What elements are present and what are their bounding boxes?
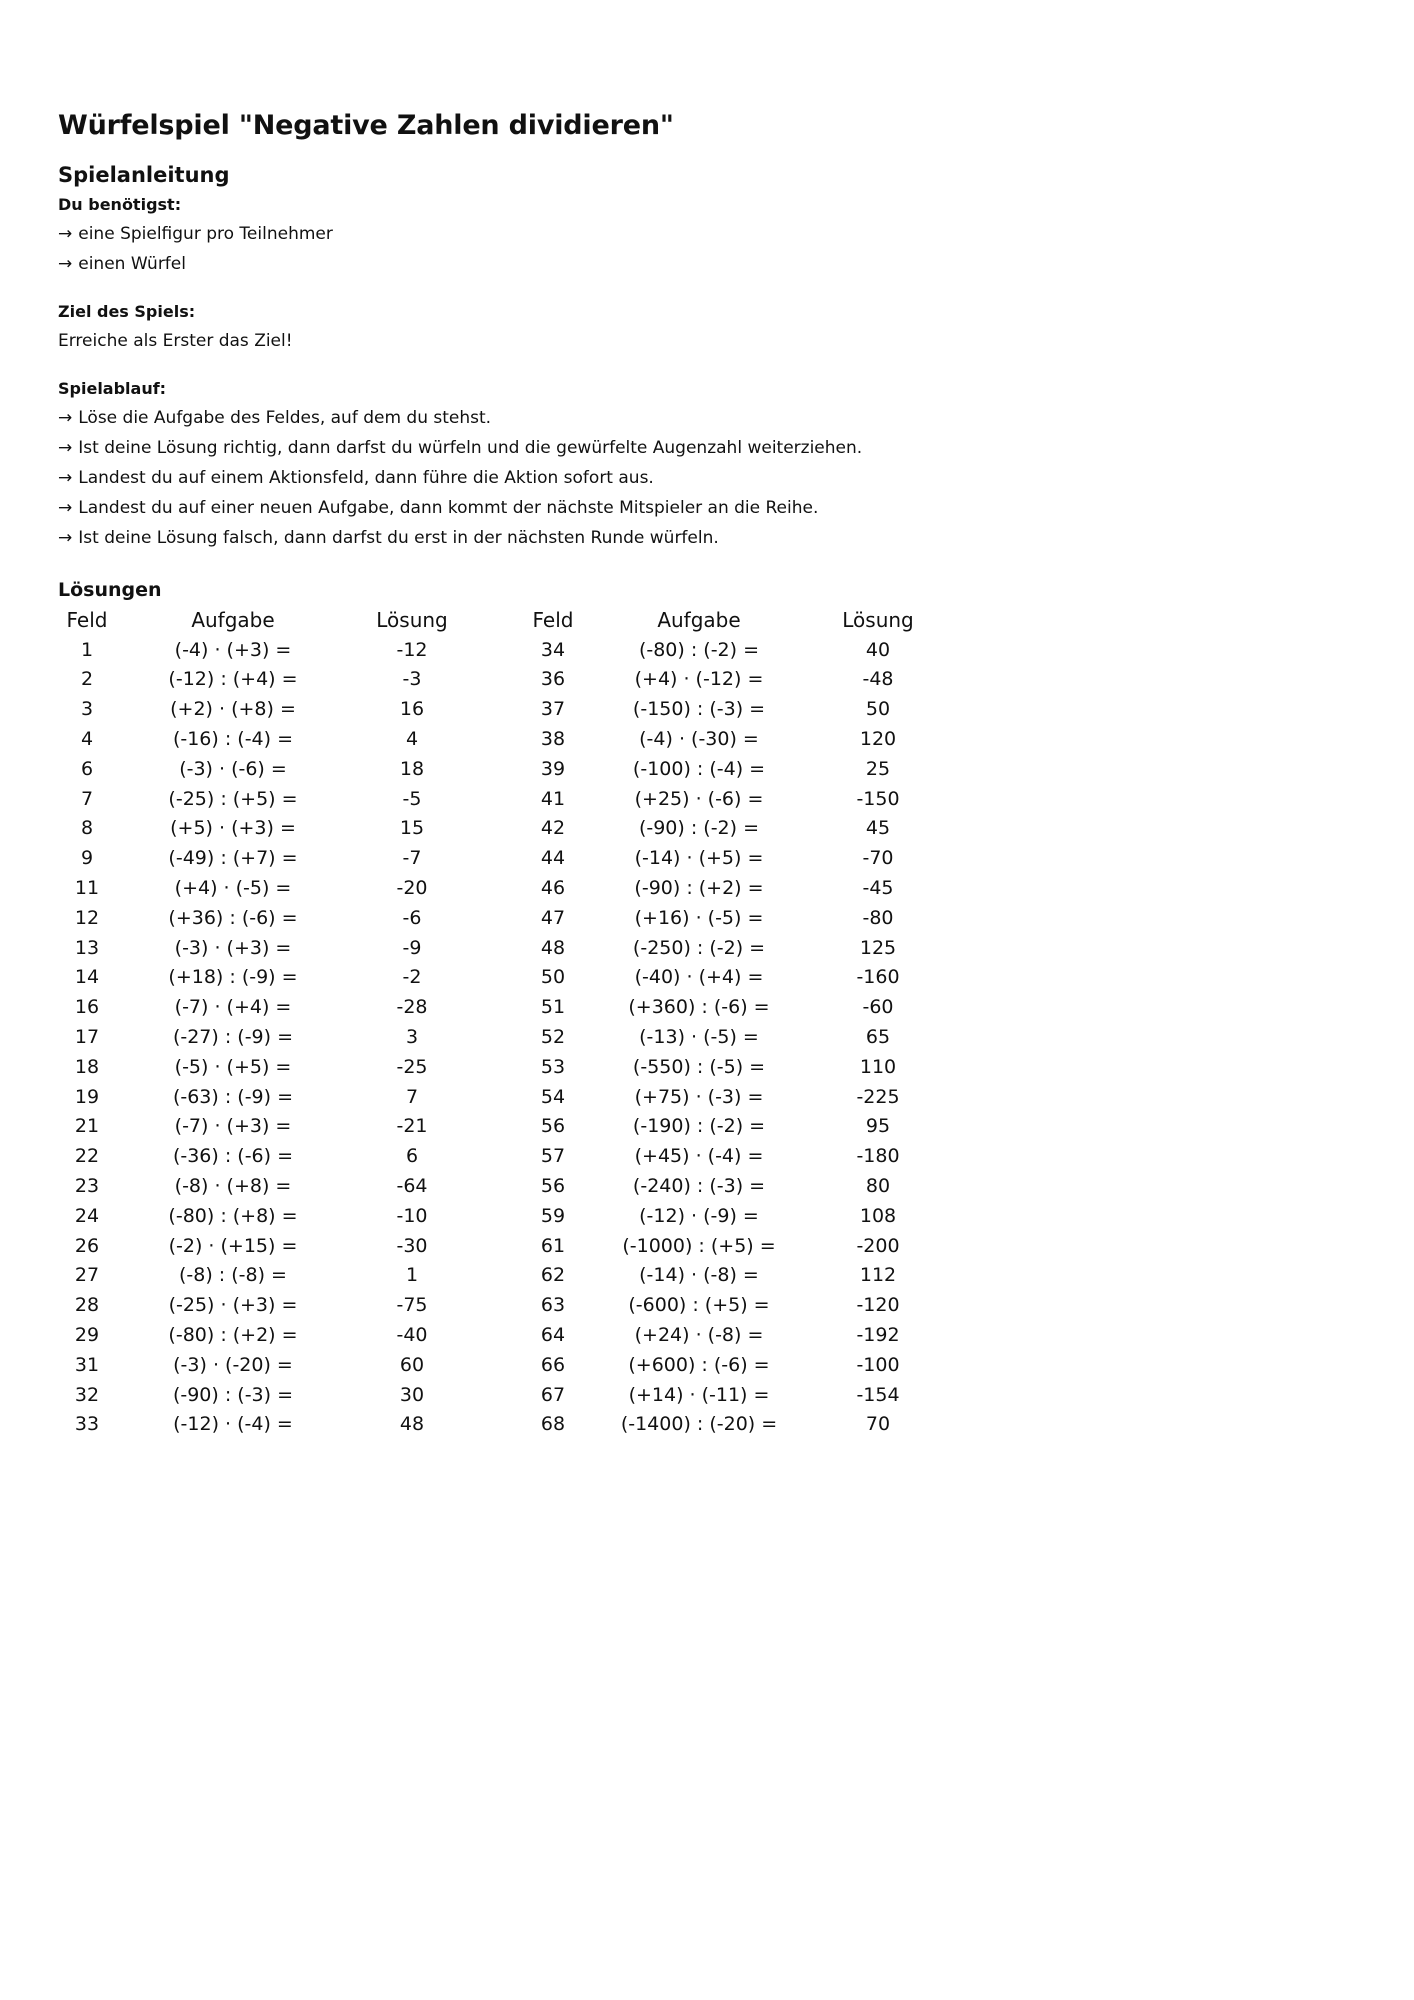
cell-loesung: 30 <box>399 1383 425 1406</box>
cell-loesung: -100 <box>856 1353 900 1376</box>
cell-feld: 6 <box>80 757 94 780</box>
cell-aufgabe: (-1000) : (+5) = <box>622 1234 776 1257</box>
cell-aufgabe: (-550) : (-5) = <box>632 1055 766 1078</box>
table-row <box>524 1022 940 1052</box>
cell-feld: 11 <box>74 877 100 900</box>
cell-aufgabe: (+14) · (-11) = <box>628 1383 770 1406</box>
cell-aufgabe: (-16) : (-4) = <box>172 728 294 751</box>
goal-heading: Ziel des Spiels: <box>58 302 196 321</box>
table-row <box>58 1171 474 1201</box>
table-row <box>524 1261 940 1291</box>
table-row <box>58 665 474 695</box>
cell-loesung: -21 <box>396 1115 428 1138</box>
cell-loesung: 80 <box>865 1175 891 1198</box>
cell-aufgabe: (-100) : (-4) = <box>632 757 766 780</box>
cell-loesung: -2 <box>402 966 422 989</box>
cell-feld: 28 <box>74 1294 100 1317</box>
cell-loesung: 112 <box>859 1264 897 1287</box>
cell-aufgabe: (-13) · (-5) = <box>639 1026 759 1049</box>
cell-aufgabe: (+360) : (-6) = <box>628 996 770 1019</box>
cell-feld: 64 <box>540 1324 566 1347</box>
arrow-icon: → <box>58 468 73 488</box>
cell-feld: 8 <box>80 817 94 840</box>
cell-feld: 52 <box>540 1026 566 1049</box>
cell-feld: 3 <box>80 698 94 721</box>
cell-aufgabe: (-12) : (+4) = <box>168 668 298 691</box>
cell-feld: 14 <box>74 966 100 989</box>
cell-aufgabe: (+4) · (-5) = <box>174 877 292 900</box>
column-header-loesung: Lösung <box>376 607 448 632</box>
cell-loesung: -80 <box>862 906 894 929</box>
cell-aufgabe: (-25) : (+5) = <box>168 787 298 810</box>
cell-loesung: -192 <box>856 1324 900 1347</box>
cell-feld: 33 <box>74 1413 100 1436</box>
cell-loesung: 3 <box>405 1026 419 1049</box>
table-row <box>58 784 474 814</box>
cell-feld: 44 <box>540 847 566 870</box>
cell-feld: 41 <box>540 787 566 810</box>
needs-heading: Du benötigst: <box>58 195 182 214</box>
cell-loesung: 25 <box>865 757 891 780</box>
cell-aufgabe: (-4) · (+3) = <box>174 638 292 661</box>
cell-loesung: -25 <box>396 1055 428 1078</box>
cell-aufgabe: (-250) : (-2) = <box>632 936 766 959</box>
cell-loesung: -200 <box>856 1234 900 1257</box>
cell-aufgabe: (+25) · (-6) = <box>634 787 764 810</box>
cell-aufgabe: (+16) · (-5) = <box>634 906 764 929</box>
needs-list <box>58 219 1058 279</box>
cell-loesung: -20 <box>396 877 428 900</box>
instructions-heading: Spielanleitung <box>58 163 230 187</box>
cell-aufgabe: (-40) · (+4) = <box>634 966 764 989</box>
table-row <box>58 1320 474 1350</box>
needs-item: → eine Spielfigur pro Teilnehmer <box>58 224 333 244</box>
cell-aufgabe: (+2) · (+8) = <box>170 698 296 721</box>
cell-loesung: -9 <box>402 936 422 959</box>
cell-loesung: 95 <box>865 1115 891 1138</box>
cell-loesung: 50 <box>865 698 891 721</box>
table-row <box>524 784 940 814</box>
table-row <box>58 1112 474 1142</box>
table-row <box>58 1261 474 1291</box>
table-row <box>524 933 940 963</box>
cell-aufgabe: (-3) · (+3) = <box>174 936 292 959</box>
arrow-icon: → <box>58 224 73 244</box>
column-header-feld: Feld <box>532 607 574 632</box>
cell-feld: 54 <box>540 1085 566 1108</box>
cell-feld: 63 <box>540 1294 566 1317</box>
cell-loesung: 7 <box>405 1085 419 1108</box>
table-row <box>524 903 940 933</box>
table-row <box>524 754 940 784</box>
cell-feld: 53 <box>540 1055 566 1078</box>
cell-loesung: 70 <box>865 1413 891 1436</box>
table-row <box>524 1290 940 1320</box>
cell-loesung: -225 <box>856 1085 900 1108</box>
arrow-icon: → <box>58 254 73 274</box>
cell-loesung: -45 <box>862 877 894 900</box>
cell-aufgabe: (-36) : (-6) = <box>172 1145 294 1168</box>
cell-aufgabe: (-14) · (+5) = <box>634 847 764 870</box>
table-row <box>58 1410 474 1440</box>
table-row <box>58 933 474 963</box>
table-row <box>524 873 940 903</box>
table-row <box>58 843 474 873</box>
table-row <box>524 1052 940 1082</box>
cell-aufgabe: (-14) · (-8) = <box>639 1264 759 1287</box>
cell-feld: 56 <box>540 1115 566 1138</box>
solutions-table-right <box>524 605 940 1439</box>
cell-feld: 50 <box>540 966 566 989</box>
arrow-icon: → <box>58 408 73 428</box>
cell-feld: 56 <box>540 1175 566 1198</box>
cell-feld: 57 <box>540 1145 566 1168</box>
cell-aufgabe: (-12) · (-9) = <box>639 1204 759 1227</box>
arrow-icon: → <box>58 528 73 548</box>
table-row <box>524 1082 940 1112</box>
table-row <box>524 1410 940 1440</box>
cell-loesung: -28 <box>396 996 428 1019</box>
table-row <box>58 1380 474 1410</box>
solutions-heading: Lösungen <box>58 579 162 601</box>
cell-aufgabe: (-190) : (-2) = <box>632 1115 766 1138</box>
cell-loesung: 15 <box>399 817 425 840</box>
table-row <box>524 1380 940 1410</box>
flow-list <box>58 403 1058 553</box>
cell-aufgabe: (-63) : (-9) = <box>172 1085 294 1108</box>
cell-aufgabe: (+5) · (+3) = <box>170 817 296 840</box>
cell-loesung: 16 <box>399 698 425 721</box>
needs-item: → einen Würfel <box>58 254 186 274</box>
flow-item: → Löse die Aufgabe des Feldes, auf dem du stehst. <box>58 408 492 428</box>
cell-feld: 26 <box>74 1234 100 1257</box>
cell-loesung: -180 <box>856 1145 900 1168</box>
cell-aufgabe: (-150) : (-3) = <box>632 698 766 721</box>
table-row <box>58 1231 474 1261</box>
cell-feld: 4 <box>80 728 94 751</box>
cell-aufgabe: (-2) · (+15) = <box>168 1234 298 1257</box>
cell-loesung: 48 <box>399 1413 425 1436</box>
cell-feld: 21 <box>74 1115 100 1138</box>
cell-feld: 9 <box>80 847 94 870</box>
cell-aufgabe: (-90) : (+2) = <box>634 877 764 900</box>
cell-loesung: -160 <box>856 966 900 989</box>
cell-loesung: 1 <box>405 1264 419 1287</box>
column-header-aufgabe: Aufgabe <box>657 607 741 632</box>
cell-aufgabe: (-80) : (-2) = <box>638 638 760 661</box>
cell-loesung: -70 <box>862 847 894 870</box>
table-row <box>524 963 940 993</box>
arrow-icon: → <box>58 438 73 458</box>
flow-heading: Spielablauf: <box>58 379 167 398</box>
flow-item: → Landest du auf einer neuen Aufgabe, dann kommt der nächste Mitspieler an die Reihe. <box>58 498 819 518</box>
table-row <box>524 992 940 1022</box>
cell-loesung: -10 <box>396 1204 428 1227</box>
cell-feld: 59 <box>540 1204 566 1227</box>
cell-feld: 39 <box>540 757 566 780</box>
flow-item: → Ist deine Lösung falsch, dann darfst du erst in der nächsten Runde würfeln. <box>58 528 719 548</box>
cell-feld: 61 <box>540 1234 566 1257</box>
cell-feld: 17 <box>74 1026 100 1049</box>
cell-loesung: -7 <box>402 847 422 870</box>
cell-loesung: -48 <box>862 668 894 691</box>
table-row <box>58 903 474 933</box>
cell-aufgabe: (+36) : (-6) = <box>168 906 298 929</box>
cell-feld: 34 <box>540 638 566 661</box>
table-row <box>58 1350 474 1380</box>
column-header-feld: Feld <box>66 607 108 632</box>
flow-item: → Ist deine Lösung richtig, dann darfst du würfeln und die gewürfelte Augenzahl weiterziehen. <box>58 438 863 458</box>
cell-loesung: 60 <box>399 1353 425 1376</box>
cell-aufgabe: (-90) : (-3) = <box>172 1383 294 1406</box>
table-row <box>524 1320 940 1350</box>
table-row <box>58 1141 474 1171</box>
cell-loesung: -12 <box>396 638 428 661</box>
cell-aufgabe: (-7) · (+4) = <box>174 996 292 1019</box>
table-row <box>524 1201 940 1231</box>
cell-feld: 2 <box>80 668 94 691</box>
cell-feld: 29 <box>74 1324 100 1347</box>
cell-loesung: 120 <box>859 728 897 751</box>
table-header-row <box>58 605 474 635</box>
cell-aufgabe: (+4) · (-12) = <box>634 668 764 691</box>
cell-aufgabe: (-8) : (-8) = <box>179 1264 287 1287</box>
cell-loesung: -30 <box>396 1234 428 1257</box>
table-row <box>58 963 474 993</box>
cell-feld: 22 <box>74 1145 100 1168</box>
table-row <box>524 814 940 844</box>
cell-feld: 68 <box>540 1413 566 1436</box>
cell-loesung: 40 <box>865 638 891 661</box>
table-row <box>58 1201 474 1231</box>
cell-loesung: -120 <box>856 1294 900 1317</box>
goal-text: Erreiche als Erster das Ziel! <box>58 331 293 351</box>
cell-feld: 51 <box>540 996 566 1019</box>
cell-loesung: -40 <box>396 1324 428 1347</box>
cell-feld: 46 <box>540 877 566 900</box>
cell-aufgabe: (+75) · (-3) = <box>634 1085 764 1108</box>
cell-loesung: -5 <box>402 787 422 810</box>
cell-loesung: 125 <box>859 936 897 959</box>
table-row <box>58 635 474 665</box>
cell-feld: 1 <box>80 638 94 661</box>
table-row <box>58 754 474 784</box>
cell-loesung: 108 <box>859 1204 897 1227</box>
table-row <box>58 992 474 1022</box>
table-row <box>524 843 940 873</box>
table-row <box>58 1082 474 1112</box>
cell-aufgabe: (-3) · (-6) = <box>179 757 287 780</box>
cell-loesung: 6 <box>405 1145 419 1168</box>
cell-aufgabe: (-3) · (-20) = <box>173 1353 293 1376</box>
cell-feld: 32 <box>74 1383 100 1406</box>
cell-feld: 23 <box>74 1175 100 1198</box>
cell-feld: 31 <box>74 1353 100 1376</box>
table-row <box>524 1171 940 1201</box>
cell-feld: 13 <box>74 936 100 959</box>
cell-loesung: -75 <box>396 1294 428 1317</box>
flow-item: → Landest du auf einem Aktionsfeld, dann führe die Aktion sofort aus. <box>58 468 654 488</box>
table-row <box>524 1141 940 1171</box>
cell-loesung: -60 <box>862 996 894 1019</box>
cell-aufgabe: (+45) · (-4) = <box>634 1145 764 1168</box>
cell-feld: 27 <box>74 1264 100 1287</box>
cell-feld: 66 <box>540 1353 566 1376</box>
cell-loesung: -154 <box>856 1383 900 1406</box>
cell-loesung: -3 <box>402 668 422 691</box>
table-row <box>58 694 474 724</box>
cell-aufgabe: (-7) · (+3) = <box>174 1115 292 1138</box>
cell-loesung: 65 <box>865 1026 891 1049</box>
cell-feld: 7 <box>80 787 94 810</box>
cell-aufgabe: (-8) · (+8) = <box>174 1175 292 1198</box>
arrow-icon: → <box>58 498 73 518</box>
cell-aufgabe: (-80) : (+2) = <box>168 1324 298 1347</box>
cell-feld: 62 <box>540 1264 566 1287</box>
cell-aufgabe: (-4) · (-30) = <box>639 728 759 751</box>
solutions-table-left <box>58 605 474 1439</box>
cell-aufgabe: (-80) : (+8) = <box>168 1204 298 1227</box>
cell-aufgabe: (-1400) : (-20) = <box>620 1413 778 1436</box>
table-row <box>524 635 940 665</box>
table-row <box>58 1052 474 1082</box>
cell-feld: 67 <box>540 1383 566 1406</box>
cell-feld: 47 <box>540 906 566 929</box>
table-row <box>58 1290 474 1320</box>
cell-aufgabe: (-600) : (+5) = <box>628 1294 770 1317</box>
cell-feld: 16 <box>74 996 100 1019</box>
cell-loesung: 4 <box>405 728 419 751</box>
solutions-tables <box>58 605 958 1445</box>
cell-aufgabe: (-5) · (+5) = <box>174 1055 292 1078</box>
cell-feld: 12 <box>74 906 100 929</box>
cell-loesung: -6 <box>402 906 422 929</box>
cell-aufgabe: (-49) : (+7) = <box>168 847 298 870</box>
cell-feld: 36 <box>540 668 566 691</box>
table-row <box>58 724 474 754</box>
table-header-row <box>524 605 940 635</box>
cell-loesung: 18 <box>399 757 425 780</box>
table-row <box>524 1112 940 1142</box>
cell-feld: 18 <box>74 1055 100 1078</box>
cell-aufgabe: (-240) : (-3) = <box>632 1175 766 1198</box>
cell-aufgabe: (+24) · (-8) = <box>634 1324 764 1347</box>
table-row <box>524 1350 940 1380</box>
cell-feld: 24 <box>74 1204 100 1227</box>
table-row <box>58 814 474 844</box>
table-row <box>524 694 940 724</box>
cell-loesung: 110 <box>859 1055 897 1078</box>
cell-aufgabe: (-27) : (-9) = <box>172 1026 294 1049</box>
cell-aufgabe: (+600) : (-6) = <box>628 1353 770 1376</box>
cell-feld: 38 <box>540 728 566 751</box>
table-row <box>58 873 474 903</box>
cell-feld: 19 <box>74 1085 100 1108</box>
cell-aufgabe: (+18) : (-9) = <box>168 966 298 989</box>
worksheet-page <box>58 106 1058 1445</box>
column-header-aufgabe: Aufgabe <box>191 607 275 632</box>
table-row <box>58 1022 474 1052</box>
cell-feld: 42 <box>540 817 566 840</box>
cell-loesung: 45 <box>865 817 891 840</box>
table-row <box>524 1231 940 1261</box>
cell-aufgabe: (-25) · (+3) = <box>168 1294 298 1317</box>
cell-loesung: -150 <box>856 787 900 810</box>
table-row <box>524 665 940 695</box>
cell-feld: 37 <box>540 698 566 721</box>
cell-aufgabe: (-90) : (-2) = <box>638 817 760 840</box>
cell-aufgabe: (-12) · (-4) = <box>173 1413 293 1436</box>
column-header-loesung: Lösung <box>842 607 914 632</box>
page-title: Würfelspiel "Negative Zahlen dividieren" <box>58 110 674 141</box>
cell-feld: 48 <box>540 936 566 959</box>
cell-loesung: -64 <box>396 1175 428 1198</box>
table-row <box>524 724 940 754</box>
